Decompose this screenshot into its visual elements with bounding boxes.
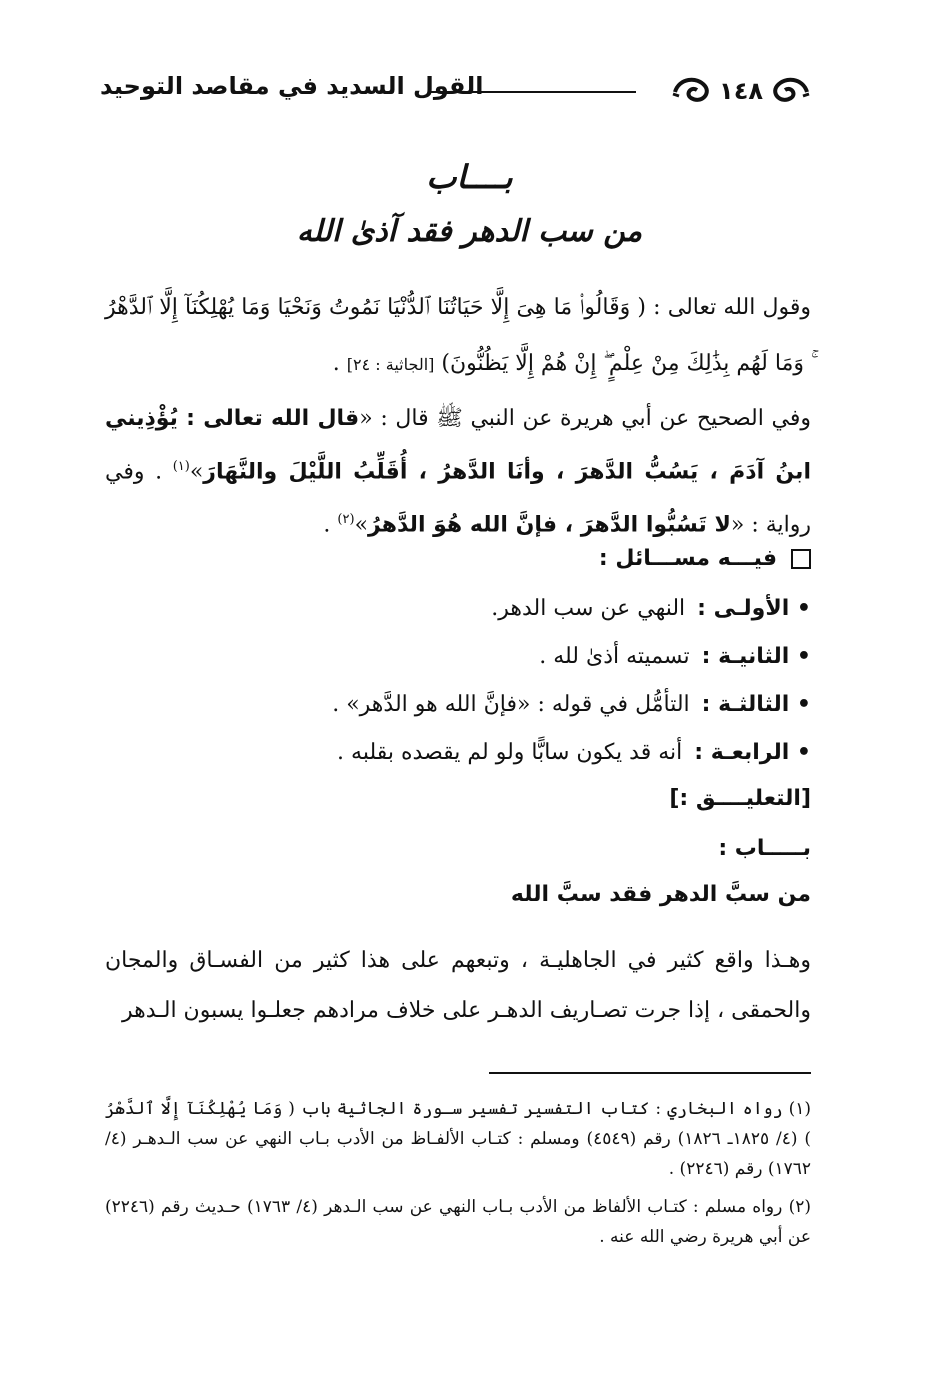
page-number: ١٤٨: [719, 77, 763, 105]
square-bullet-icon: [791, 549, 811, 569]
issue-text: التأمُّل في قوله : «فإنَّ الله هو الدَّهر» .: [332, 692, 690, 717]
hadith-text-2: لا تَسُبُّوا الدَّهرَ ، فإنَّ الله هُوَ الدَّهرُ: [368, 512, 731, 538]
chapter-title: من سب الدهر فقد آذىٰ الله: [296, 214, 643, 249]
page-number-ornament: [671, 68, 811, 114]
riwaya-intro: . وفي رواية : «: [105, 459, 811, 538]
quran-paragraph: [105, 280, 811, 393]
hadith-text-1: قال الله تعالى : يُؤْذِيني ابنُ آدَمَ ، يَسُبُّ الدَّهرَ ، وأنَا الدَّهرُ ، أُقَلِّبُ اللَّيْلَ والنَّهَارَ: [105, 406, 811, 485]
commentary-paragraph: وهـذا واقع كثير في الجاهليـة ، وتبعهم على هذا كثير من الفسـاق والمجان والحمقى ، إذا جرت تصـاريف الدهـر على خلاف مرادهم جعلـوا يسبون الـدهر: [105, 948, 811, 1023]
chapter-heading: بــــاب: [426, 158, 513, 196]
footnotes: [105, 1094, 811, 1260]
issues-heading-text: فيـــه مســـائل :: [598, 546, 777, 571]
ornament-right-icon: [767, 74, 811, 108]
issue-item: [332, 692, 811, 717]
para-end: .: [332, 351, 347, 376]
footnote-1: (١) رواه البخاري : كتاب التفسير تفسير سـورة الجاثية باب ( وَمَا يُهْلِكُنَآ إِلَّا ٱلدَّهْرُ ) (٤/ ١٨٢٥ـ ١٨٢٦) رقم (٤٥٤٩) ومسلم : كتـاب الألفـاظ من الأدب بـاب النهي عن سب الـدهـر (٤/ ١٧٦٢) رقم (٢٢٤٦) .: [105, 1099, 811, 1179]
issue-label: • الثالثـة :: [701, 692, 811, 717]
commentary-bab: بـــــاب :: [718, 836, 811, 861]
running-title: القول السديد في مقاصد التوحيد: [100, 72, 484, 100]
issue-text: تسميته أذىٰ لله .: [539, 644, 690, 669]
commentary-label: [التعليــــق :]: [669, 786, 811, 811]
intro-text: وقول الله تعالى : (: [630, 295, 811, 320]
hadith-paragraph: وفي الصحيح عن أبي هريرة عن النبي ﷺ قال : «قال الله تعالى : يُؤْذِيني ابنُ آدَمَ ، يَسُبُّ الدَّهرَ ، وأنَا الدَّهرُ ، أُقَلِّبُ اللَّيْلَ والنَّهَارَ»$^{(١)}$ . وفي رواية : «لا تَسُبُّوا الدَّهرَ ، فإنَّ الله هُوَ الدَّهرُ»$^{(٢)}$ .: [105, 406, 811, 538]
issue-text: أنه قد يكون سابًّا ولو لم يقصده بقلبه .: [337, 740, 683, 765]
issue-item: [337, 740, 811, 765]
issues-heading: [599, 546, 811, 571]
footnote-2: (٢) رواه مسلم : كتـاب الألفاظ من الأدب بـاب النهي عن سب الـدهر (٤/ ١٧٦٣) حـديث رقم (٢٢٤٦) عن أبي هريرة رضي الله عنه .: [105, 1197, 812, 1247]
verse-citation: [الجاثية : ٢٤]: [346, 355, 435, 374]
page-header: [100, 68, 811, 114]
footnote-rule: [489, 1072, 811, 1074]
issue-item: [539, 644, 811, 669]
commentary-bab-title: من سبَّ الدهر فقد سبَّ الله: [510, 882, 811, 907]
hadith-intro: وفي الصحيح عن أبي هريرة عن النبي ﷺ قال : «: [359, 406, 811, 431]
ornament-left-icon: [671, 74, 715, 108]
quran-verse: وَقَالُوا۟ مَا هِىَ إِلَّا حَيَاتُنَا ٱلدُّنْيَا نَمُوتُ وَنَحْيَا وَمَا يُهْلِكُنَآ إِلَّا ٱلدَّهْرُ ۚ وَمَا لَهُم بِذَٰلِكَ مِنْ عِلْمٍ ۖ إِنْ هُمْ إِلَّا يَظُنُّونَ: [105, 295, 811, 376]
issue-label: • الرابعـة :: [694, 740, 811, 765]
issue-label: • الثانيـة :: [701, 644, 811, 669]
issue-label: • الأولـى :: [697, 596, 811, 621]
verse-close: ): [434, 351, 450, 376]
issue-item: [491, 596, 811, 621]
para-end: .: [323, 512, 338, 538]
footnote-ref-1: (١): [172, 459, 190, 474]
issue-text: النهي عن سب الدهر.: [491, 596, 686, 621]
footnote-ref-2: (٢): [337, 512, 355, 528]
